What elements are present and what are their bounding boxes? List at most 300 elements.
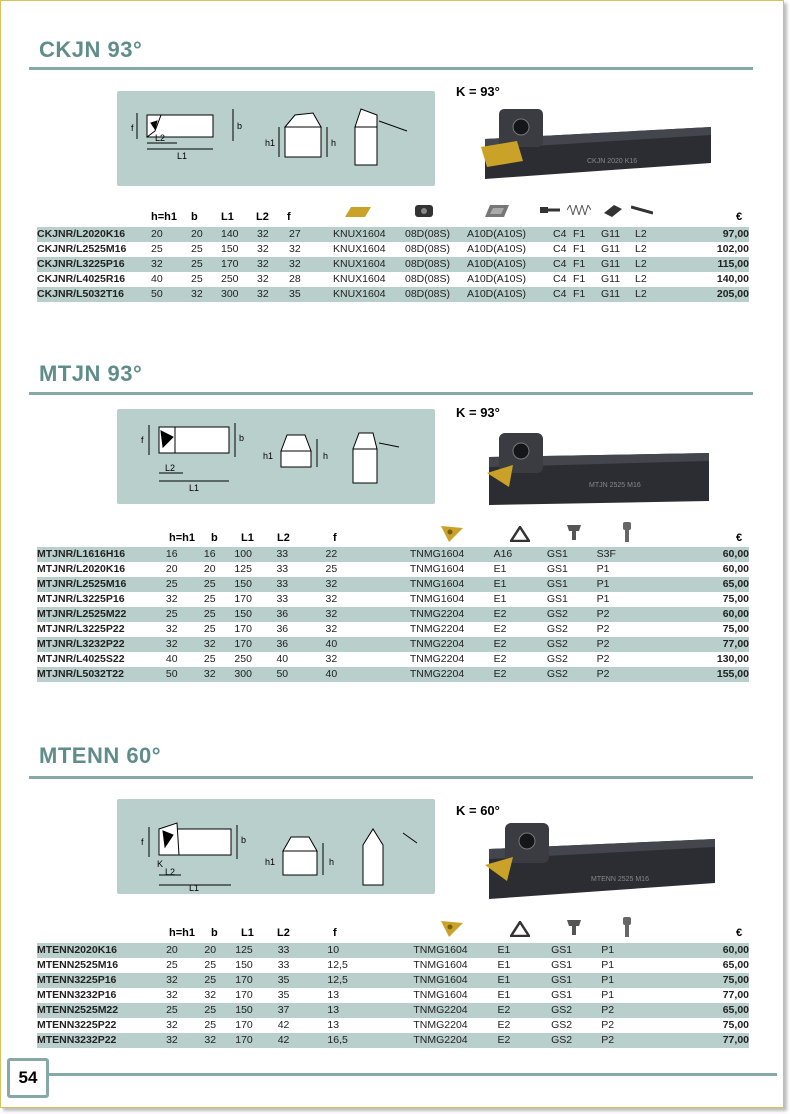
table-cell: 08D(08S) [405, 273, 450, 285]
dim-b-label: b [239, 433, 245, 443]
table-cell: C4 [553, 273, 567, 285]
table-cell: 33 [276, 563, 289, 575]
table-cell: 32 [204, 1033, 235, 1048]
table-cell: 32 [257, 273, 269, 285]
triangle-shim-icon [510, 921, 530, 937]
table-cell: P1 [596, 563, 610, 575]
table-cell: GS2 [546, 653, 568, 665]
table-cell: 170 [234, 637, 276, 652]
table-cell: E1 [493, 593, 507, 605]
footer-rule [47, 1073, 777, 1076]
table-cell: P1 [601, 973, 722, 988]
table-cell: 25 [204, 1003, 235, 1018]
table-cell: 25 [166, 959, 178, 971]
table-cell: 125 [234, 563, 252, 575]
table-cell: GS1 [551, 973, 601, 988]
k-angle-label: K = 93° [456, 405, 500, 420]
dim-f-label: f [131, 123, 134, 133]
table-cell: 10 [327, 943, 413, 958]
col-header-b: b [211, 532, 218, 544]
table-cell: P2 [596, 653, 610, 665]
table-cell: 32 [289, 257, 333, 272]
col-header-l1: L1 [221, 211, 234, 223]
item-code: MTJNR/L3232P22 [37, 637, 166, 652]
item-code: MTJNR/L5032T22 [37, 667, 166, 682]
table-cell: P2 [601, 1033, 722, 1048]
table-row [37, 287, 749, 302]
table-cell: 32 [325, 623, 338, 635]
item-price: 60,00 [722, 563, 749, 575]
table-cell: P2 [597, 667, 717, 682]
item-code: MTJNR/L2020K16 [37, 563, 126, 575]
col-header-l2: L2 [277, 532, 290, 544]
table-cell: 25 [204, 959, 217, 971]
table-cell: 25 [204, 973, 235, 988]
table-cell: 50 [166, 667, 204, 682]
item-price: 130,00 [716, 653, 749, 665]
col-header-l2: L2 [256, 211, 269, 223]
table-cell: G11 [601, 287, 635, 302]
table-cell: P1 [601, 959, 615, 971]
item-code: MTENN2020K16 [37, 943, 166, 958]
clamp-set-icon [565, 918, 583, 936]
table-cell: 32 [191, 287, 221, 302]
table-cell: 150 [235, 1003, 277, 1018]
table-cell: 32 [204, 989, 217, 1001]
page-number: 54 [7, 1058, 49, 1098]
screw-icon [540, 205, 560, 215]
table-cell: GS2 [551, 1003, 601, 1018]
table-cell: KNUX1604 [333, 287, 405, 302]
table-row [37, 1003, 749, 1018]
table-cell: 32 [325, 593, 338, 605]
table-cell: 170 [235, 989, 253, 1001]
table-row [37, 652, 749, 667]
item-code: MTENN3232P22 [37, 1033, 166, 1048]
table-cell: GS1 [547, 547, 597, 562]
table-cell: 25 [325, 563, 338, 575]
table-cell: G11 [601, 243, 621, 255]
table-cell: E2 [498, 1033, 552, 1048]
technical-drawing [117, 409, 435, 504]
table-cell: 13 [327, 1019, 340, 1031]
table-cell: 25 [203, 653, 216, 665]
table-cell: 25 [151, 243, 163, 255]
table-cell: F1 [573, 273, 586, 285]
col-header-h: h=h1 [169, 532, 195, 544]
table-cell: L2 [635, 257, 677, 272]
table-cell: TNMG2204 [413, 1033, 497, 1048]
col-header-l1: L1 [241, 927, 254, 939]
col-header-price: € [736, 532, 743, 544]
item-price: 60,00 [717, 607, 749, 622]
table-cell: F1 [573, 257, 601, 272]
table-cell: 32 [257, 243, 269, 255]
table-cell: 150 [221, 243, 239, 255]
item-price: 102,00 [716, 243, 749, 255]
table-cell: L2 [635, 243, 647, 255]
spec-table-body [37, 943, 749, 1048]
table-row [37, 607, 749, 622]
section-rule [29, 776, 753, 779]
drawing-svg [117, 409, 435, 504]
table-cell: G11 [601, 257, 635, 272]
table-cell: P2 [601, 1019, 615, 1031]
table-cell: 32 [257, 257, 289, 272]
insert-rhombus-icon [345, 207, 371, 217]
dim-b-label: b [237, 121, 243, 131]
table-row [37, 562, 749, 577]
dim-h-label: h [323, 451, 329, 461]
table-cell: 25 [166, 1003, 204, 1018]
item-code: CKJNR/L2525M16 [37, 243, 127, 255]
table-cell: C4 [553, 257, 573, 272]
item-code: CKJNR/L3225P16 [37, 257, 151, 272]
table-cell: TNMG1604 [413, 943, 497, 958]
table-cell: 32 [326, 607, 410, 622]
table-cell: 32 [165, 623, 178, 635]
table-row [37, 637, 749, 652]
table-cell: G11 [601, 273, 621, 285]
table-cell: 08D(08S) [405, 287, 467, 302]
table-cell: 35 [278, 973, 328, 988]
table-cell: F1 [573, 227, 601, 242]
item-price: 60,00 [722, 944, 749, 956]
technical-drawing [117, 799, 435, 894]
table-cell: 300 [234, 667, 276, 682]
table-cell: E1 [498, 943, 552, 958]
item-price: 140,00 [716, 273, 749, 285]
table-cell: 250 [221, 273, 239, 285]
table-cell: 27 [289, 227, 333, 242]
table-cell: F1 [573, 243, 586, 255]
table-cell: TNMG2204 [410, 637, 494, 652]
col-header-l1: L1 [241, 532, 254, 544]
table-row [37, 973, 749, 988]
table-cell: E1 [497, 989, 511, 1001]
table-cell: TNMG1604 [413, 973, 497, 988]
dim-h1-label: h1 [263, 451, 274, 461]
table-cell: GS2 [551, 1019, 573, 1031]
spring-icon [567, 205, 591, 215]
col-header-h: h=h1 [151, 211, 177, 223]
spec-table [37, 547, 749, 682]
item-code: MTENN3232P16 [37, 989, 117, 1001]
dim-h-label: h [331, 138, 337, 148]
table-cell: 40 [326, 667, 410, 682]
table-cell: 36 [276, 637, 325, 652]
table-cell: 20 [203, 563, 216, 575]
table-cell: GS1 [551, 959, 573, 971]
section-mtenn [1, 743, 783, 1053]
section-title: MTENN 60° [39, 743, 162, 768]
table-cell: TNMG2204 [413, 1003, 497, 1018]
table-row [37, 242, 749, 257]
table-cell: P2 [596, 623, 610, 635]
table-cell: P2 [597, 607, 717, 622]
item-price: 75,00 [722, 1019, 749, 1031]
table-cell: 16 [166, 547, 204, 562]
table-cell: A16 [494, 547, 547, 562]
item-code: MTENN3225P16 [37, 973, 166, 988]
table-cell: 32 [204, 667, 235, 682]
table-cell: TNMG2204 [410, 667, 494, 682]
table-cell: 08D(08S) [405, 227, 467, 242]
drawing-svg [117, 91, 435, 186]
pin-screw-icon [621, 917, 633, 937]
item-code: CKJNR/L4025R16 [37, 273, 126, 285]
table-cell: 12,5 [327, 959, 348, 971]
clamp-insert-icon [485, 205, 509, 217]
holder-engraving: MTENN 2525 M16 [591, 876, 649, 883]
table-row [37, 958, 749, 973]
item-price: 77,00 [717, 637, 749, 652]
dim-h-label: h [329, 857, 335, 867]
item-code: MTJNR/L4025S22 [37, 653, 125, 665]
table-cell: 25 [166, 577, 204, 592]
table-cell: 40 [165, 653, 178, 665]
tool-holder-photo [477, 105, 717, 185]
dim-b-label: b [241, 835, 247, 845]
table-cell: TNMG1604 [410, 547, 494, 562]
table-cell: 32 [166, 637, 204, 652]
table-cell: E2 [497, 1019, 511, 1031]
table-cell: 170 [235, 973, 277, 988]
item-code: CKJNR/L2020K16 [37, 227, 151, 242]
holder-engraving: CKJN 2020 K16 [587, 158, 638, 165]
item-price: 77,00 [722, 989, 749, 1001]
item-price: 115,00 [677, 257, 749, 272]
table-cell: GS2 [547, 667, 597, 682]
table-cell: 40 [326, 637, 410, 652]
dim-h1-label: h1 [265, 857, 276, 867]
col-header-h: h=h1 [169, 927, 195, 939]
col-header-f: f [333, 927, 337, 939]
table-cell: 32 [151, 257, 191, 272]
table-cell: E2 [493, 653, 507, 665]
item-price: 65,00 [717, 577, 749, 592]
table-cell: E2 [494, 637, 547, 652]
section-rule [29, 67, 753, 70]
table-cell: E1 [494, 577, 547, 592]
col-header-price: € [736, 927, 743, 939]
table-cell: L2 [635, 287, 677, 302]
table-cell: S3F [597, 547, 717, 562]
k-angle-label: K = 60° [456, 803, 500, 818]
table-cell: P1 [601, 943, 722, 958]
table-row [37, 667, 749, 682]
table-cell: E2 [494, 667, 547, 682]
table-row [37, 272, 749, 287]
spec-table-body [37, 547, 749, 682]
table-row [37, 1033, 749, 1048]
spec-table [37, 943, 749, 1048]
table-cell: E2 [494, 607, 547, 622]
item-price: 75,00 [722, 593, 749, 605]
section-ckjn [1, 37, 783, 327]
key-icon [631, 205, 653, 215]
table-cell: 32 [289, 243, 301, 255]
table-cell: GS1 [551, 943, 601, 958]
table-row [37, 1018, 749, 1033]
table-row [37, 547, 749, 562]
item-price: 97,00 [677, 227, 749, 242]
table-cell: 16,5 [327, 1033, 413, 1048]
table-cell: C4 [553, 227, 573, 242]
table-cell: P1 [597, 577, 717, 592]
table-cell: 170 [234, 623, 252, 635]
table-cell: A10D(A10S) [467, 287, 553, 302]
table-cell: 33 [276, 593, 289, 605]
table-cell: 50 [276, 667, 325, 682]
table-cell: 42 [278, 1033, 328, 1048]
dim-f-label: f [141, 837, 144, 847]
section-title: MTJN 93° [39, 361, 143, 386]
table-cell: A10D(A10S) [467, 243, 526, 255]
clamp-icon [604, 205, 622, 217]
table-cell: 125 [235, 943, 277, 958]
table-cell: GS2 [551, 1033, 601, 1048]
table-cell: 32 [166, 1033, 204, 1048]
item-code: MTENN3225P22 [37, 1019, 117, 1031]
table-cell: TNMG2204 [409, 623, 465, 635]
table-cell: 25 [204, 577, 235, 592]
table-cell: 08D(08S) [405, 243, 450, 255]
table-cell: E1 [497, 959, 511, 971]
table-cell: P1 [596, 593, 610, 605]
dim-l1-label: L1 [189, 483, 200, 493]
col-header-b: b [211, 927, 218, 939]
item-code: MTENN2525M16 [37, 959, 119, 971]
k-angle-label: K = 93° [456, 84, 500, 99]
table-cell: 32 [165, 593, 178, 605]
table-cell: KNUX1604 [333, 243, 386, 255]
table-cell: 25 [191, 257, 221, 272]
table-cell: E1 [493, 563, 507, 575]
item-code: MTJNR/L3225P16 [37, 593, 125, 605]
table-cell: 20 [165, 563, 178, 575]
item-code: MTENN2525M22 [37, 1003, 166, 1018]
col-header-price: € [736, 211, 743, 223]
table-cell: A10D(A10S) [467, 273, 526, 285]
table-cell: 20 [204, 943, 235, 958]
item-code: MTJNR/L3225P22 [37, 623, 125, 635]
table-cell: GS2 [547, 637, 597, 652]
table-cell: GS1 [547, 577, 597, 592]
triangle-insert-icon [441, 921, 463, 937]
table-cell: TNMG1604 [409, 563, 465, 575]
item-code: MTJNR/L2525M22 [37, 607, 166, 622]
shim-icon [413, 203, 435, 219]
table-row [37, 257, 749, 272]
table-cell: 32 [326, 577, 410, 592]
table-cell: E2 [493, 623, 507, 635]
table-cell: 35 [289, 287, 333, 302]
table-row [37, 577, 749, 592]
table-cell: TNMG2204 [409, 653, 465, 665]
section-title: CKJN 93° [39, 37, 143, 62]
table-cell: C4 [553, 243, 567, 255]
table-cell: P2 [601, 1003, 722, 1018]
item-price: 77,00 [722, 1034, 749, 1046]
table-cell: G11 [601, 227, 635, 242]
table-cell: 140 [221, 227, 257, 242]
table-cell: 22 [326, 547, 410, 562]
table-cell: 33 [278, 943, 328, 958]
table-cell: 32 [325, 653, 338, 665]
dim-k-label: K [157, 859, 164, 869]
table-cell: 170 [221, 257, 257, 272]
table-cell: KNUX1604 [333, 273, 386, 285]
triangle-insert-icon [441, 526, 463, 542]
table-cell: P2 [597, 637, 717, 652]
table-cell: 32 [204, 637, 235, 652]
table-row [37, 943, 749, 958]
table-cell: 33 [276, 577, 325, 592]
table-row [37, 622, 749, 637]
table-cell: 37 [278, 1003, 328, 1018]
dim-l1-label: L1 [177, 151, 188, 161]
col-header-b: b [191, 211, 198, 223]
table-cell: 28 [289, 273, 301, 285]
table-cell: 32 [257, 287, 289, 302]
table-cell: GS2 [546, 623, 568, 635]
spec-table [37, 227, 749, 302]
table-cell: 25 [191, 243, 203, 255]
dim-l1-label: L1 [189, 883, 200, 893]
table-cell: 170 [234, 593, 252, 605]
item-code: CKJNR/L5032T16 [37, 287, 151, 302]
table-cell: P1 [601, 989, 615, 1001]
table-cell: 32 [166, 1019, 178, 1031]
table-cell: 13 [327, 1003, 413, 1018]
item-price: 60,00 [717, 547, 749, 562]
table-row [37, 227, 749, 242]
tool-holder-photo [479, 819, 719, 901]
table-cell: C4 [553, 287, 573, 302]
table-cell: 33 [276, 547, 325, 562]
table-cell: 33 [277, 959, 290, 971]
table-cell: 150 [234, 577, 276, 592]
table-cell: 35 [277, 989, 290, 1001]
table-cell: 08D(08S) [405, 257, 467, 272]
item-price: 155,00 [716, 668, 749, 680]
table-cell: 25 [204, 1019, 217, 1031]
table-cell: A10D(A10S) [467, 227, 553, 242]
table-cell: GS1 [546, 593, 568, 605]
col-header-l2: L2 [277, 927, 290, 939]
table-cell: KNUX1604 [333, 257, 405, 272]
table-cell: 12,5 [327, 973, 413, 988]
item-price: 75,00 [722, 974, 749, 986]
table-cell: F1 [573, 287, 601, 302]
item-code: MTJNR/L1616H16 [37, 547, 166, 562]
table-row [37, 988, 749, 1003]
table-cell: GS2 [547, 607, 597, 622]
table-cell: 42 [277, 1019, 290, 1031]
table-row [37, 592, 749, 607]
table-cell: 150 [235, 959, 253, 971]
item-price: 65,00 [722, 1004, 749, 1016]
table-cell: 25 [204, 607, 235, 622]
table-cell: GS1 [551, 989, 573, 1001]
table-cell: 300 [221, 287, 257, 302]
table-cell: L2 [635, 273, 647, 285]
dim-l2-label: L2 [165, 463, 176, 473]
dim-l2-label: L2 [165, 867, 176, 877]
spec-table-body [37, 227, 749, 302]
table-cell: KNUX1604 [333, 227, 405, 242]
